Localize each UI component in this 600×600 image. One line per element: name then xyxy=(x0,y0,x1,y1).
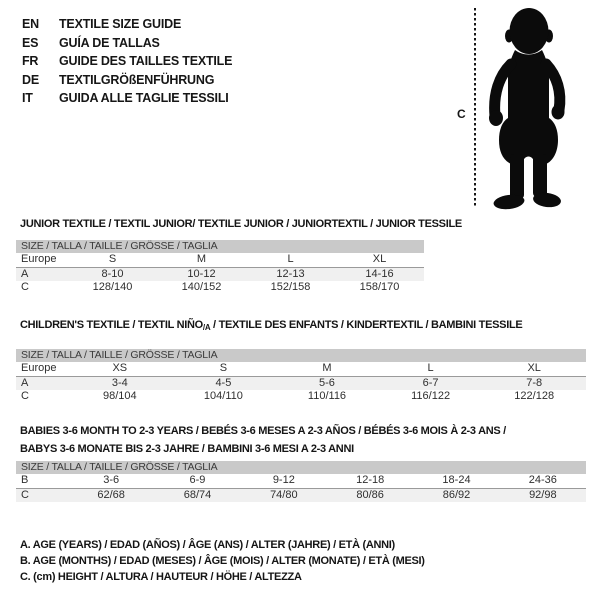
babies-title-line2: BABYS 3-6 MONATE BIS 2-3 JAHRE / BAMBINI 3-6 MESI A 2-3 ANNI xyxy=(20,442,354,455)
language-code: EN xyxy=(22,17,39,31)
language-code: IT xyxy=(22,91,33,105)
language-label: GUÍA DE TALLAS xyxy=(59,35,160,50)
language-code: DE xyxy=(22,72,39,87)
size-cell: 158/170 xyxy=(359,281,400,293)
size-cell: 24-36 xyxy=(528,474,557,486)
size-cell: L xyxy=(427,362,434,374)
size-cell: 3-4 xyxy=(111,376,128,389)
size-cell: 98/104 xyxy=(102,390,137,402)
size-cell: 104/110 xyxy=(203,390,243,402)
table-row xyxy=(16,474,586,489)
row-label: B xyxy=(21,474,29,486)
size-cell: M xyxy=(196,253,207,265)
language-row xyxy=(22,89,232,108)
size-cell: 9-12 xyxy=(272,474,295,486)
size-cell: 86/92 xyxy=(442,488,471,501)
size-cell: 152/158 xyxy=(270,281,311,293)
toddler-silhouette-icon xyxy=(483,6,575,212)
row-label: C xyxy=(21,281,29,293)
measurement-legend xyxy=(20,537,425,585)
legend-line-b: B. AGE (MONTHS) / EDAD (MESES) / ÂGE (MOIS) / ALTER (MONATE) / ETÀ (MESI) xyxy=(20,555,425,567)
language-row xyxy=(22,15,232,34)
size-header-bar: SIZE / TALLA / TAILLE / GRÖSSE / TAGLIA xyxy=(16,349,586,362)
size-cell: L xyxy=(287,253,294,265)
legend-line-a: A. AGE (YEARS) / EDAD (AÑOS) / ÂGE (ANS) / ALTER (JAHRE) / ETÀ (ANNI) xyxy=(20,539,395,551)
size-cell: XL xyxy=(527,362,541,374)
size-cell: 18-24 xyxy=(442,474,471,486)
language-label: GUIDE DES TAILLES TEXTILE xyxy=(59,54,233,68)
size-cell: XS xyxy=(112,362,128,374)
junior-size-table xyxy=(16,240,424,295)
size-cell: XL xyxy=(372,253,387,265)
row-label: Europe xyxy=(21,253,57,265)
children-section-title xyxy=(20,319,522,332)
children-title-suffix: / TEXTILE DES ENFANTS / KINDERTEXTIL / BAMBINI TESSILE xyxy=(210,319,523,331)
size-cell: 10-12 xyxy=(187,267,216,280)
table-row xyxy=(16,362,586,377)
language-label: TEXTILGRÖßENFÜHRUNG xyxy=(59,72,215,87)
table-row xyxy=(16,489,586,503)
table-row xyxy=(16,390,586,404)
language-code: FR xyxy=(22,54,39,68)
language-row xyxy=(22,71,232,90)
size-cell: S xyxy=(219,362,228,374)
legend-line-c: C. (cm) HEIGHT / ALTURA / HAUTEUR / HÖHE / ALTEZZA xyxy=(20,571,302,583)
size-cell: 8-10 xyxy=(101,267,124,280)
size-header-bar: SIZE / TALLA / TAILLE / GRÖSSE / TAGLIA xyxy=(16,240,424,253)
babies-section-title xyxy=(20,423,580,458)
table-row xyxy=(16,253,424,268)
size-cell: 92/98 xyxy=(529,488,557,501)
size-cell: 14-16 xyxy=(365,267,394,280)
size-cell: 12-18 xyxy=(356,474,385,486)
language-row xyxy=(22,52,232,71)
row-label: A xyxy=(21,376,29,389)
size-cell: 62/68 xyxy=(97,488,125,501)
size-cell: 122/128 xyxy=(514,390,555,402)
language-label: TEXTILE SIZE GUIDE xyxy=(59,17,182,31)
size-cell: 68/74 xyxy=(183,488,212,501)
children-title-sub: /A xyxy=(202,323,211,332)
size-cell: 4-5 xyxy=(215,376,232,389)
height-measure-label: C xyxy=(457,107,466,121)
row-label: Europe xyxy=(21,362,57,374)
size-cell: 6-9 xyxy=(189,474,206,486)
size-cell: S xyxy=(108,253,117,265)
size-cell: 128/140 xyxy=(92,281,133,293)
height-measure-line xyxy=(474,8,476,206)
size-cell: 3-6 xyxy=(103,474,120,486)
babies-size-table xyxy=(16,461,586,502)
size-cell: 80/86 xyxy=(356,488,384,501)
size-cell: 116/122 xyxy=(411,390,451,402)
table-row xyxy=(16,281,424,295)
table-row xyxy=(16,377,586,391)
children-size-table xyxy=(16,349,586,404)
language-label: GUIDA ALLE TAGLIE TESSILI xyxy=(59,91,229,105)
size-cell: 5-6 xyxy=(319,376,335,389)
row-label: A xyxy=(21,267,29,280)
row-label: C xyxy=(21,390,29,402)
size-cell: 12-13 xyxy=(276,267,305,280)
size-cell: M xyxy=(322,362,332,374)
size-cell: 74/80 xyxy=(270,488,298,501)
babies-title-line1: BABIES 3-6 MONTH TO 2-3 YEARS / BEBÉS 3-6 MESES A 2-3 AÑOS / BÉBÉS 3-6 MOIS À 2-3 ANS / xyxy=(20,425,506,437)
size-cell: 6-7 xyxy=(422,376,439,389)
table-row xyxy=(16,268,424,282)
size-cell: 110/116 xyxy=(307,390,347,402)
language-code: ES xyxy=(22,35,39,50)
row-label: C xyxy=(21,488,29,501)
children-title-prefix: CHILDREN'S TEXTILE / TEXTIL NIÑO xyxy=(20,319,203,331)
language-list xyxy=(22,15,232,108)
size-header-bar: SIZE / TALLA / TAILLE / GRÖSSE / TAGLIA xyxy=(16,461,586,474)
language-row xyxy=(22,34,232,53)
junior-section-title: JUNIOR TEXTILE / TEXTIL JUNIOR/ TEXTILE JUNIOR / JUNIORTEXTIL / JUNIOR TESSILE xyxy=(20,218,462,230)
size-cell: 140/152 xyxy=(181,281,222,293)
size-cell: 7-8 xyxy=(526,376,543,389)
